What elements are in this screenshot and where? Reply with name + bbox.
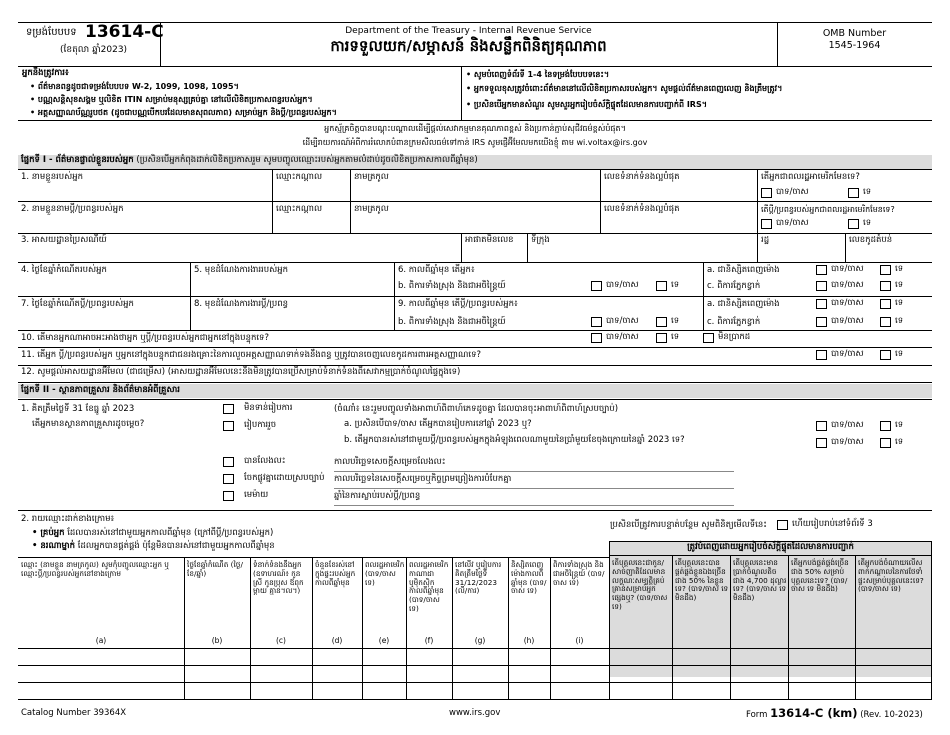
- part1-title: ផ្នែកទី I - ព័ត៌មានផ្ទាល់ខ្លួនរបស់អ្នក (ប្រសិនបើអ្នកកំពុងដាក់លិខិតប្រកាសរួម សូមបញ្ចូលឈ្មោះរបស់អ្នកតាមលំដាប់ដូចលិខិតប្រកាសកាលពីឆ្នាំមុន): [21, 155, 478, 165]
- col-letter: (f): [424, 636, 434, 645]
- household-bullet-1: • គ្រប់អ្នក ដែលបានរស់នៅជាមួយអ្នកកាលពីឆ្នាំមុន (ក្រៅពីប្ដី/ប្រពន្ធរបស់អ្នក): [32, 528, 274, 538]
- lived-with-spouse-yes[interactable]: បាទ/ចាស: [816, 438, 864, 448]
- col-letter: (b): [211, 636, 223, 645]
- col-months-header: ចំនួនខែរស់នៅក្នុងផ្ទះរបស់អ្នកកាលពីឆ្នាំមុន: [315, 560, 356, 587]
- need-item: • បណ្ណសន្តិសុខសង្គម ឬលិខិត ITIN សម្រាប់មនុស្សគ្រប់គ្នា នៅលើលិខិតប្រកាសពន្ធរបស់អ្នក។: [30, 95, 313, 104]
- checkbox[interactable]: [223, 421, 234, 431]
- checkbox[interactable]: [761, 188, 772, 198]
- col-name-header: ឈ្មោះ (នាមខ្លួន នាមត្រកូល) សូមកុំបញ្ចូលឈ្មោះអ្នក ឬឈ្មោះប្ដី/ប្រពន្ធរបស់អ្នកនៅខាងក្រោម: [21, 560, 169, 578]
- checkbox[interactable]: [816, 299, 827, 309]
- irs-url[interactable]: www.irs.gov: [449, 708, 501, 718]
- form-number: 13614-C: [85, 22, 164, 42]
- col-letter: (i): [575, 636, 584, 645]
- spouse-student-label: a. ជានិស្សិតពេញម៉ោង: [707, 299, 780, 309]
- married-2023-question: a. ប្រសិនបើបាទ/ចាស តើអ្នកបានរៀបការនៅឆ្នាំ 2023 ឬ?: [344, 419, 532, 429]
- divorce-date-label: កាលបរិច្ឆេទសេចក្ដីសម្រេចលែងលះ: [334, 457, 446, 467]
- part2-title: ផ្នែកទី II - ស្ថានភាពគ្រួសារ និងព័ត៌មានអំពីគ្រួសារ: [21, 385, 180, 395]
- checkbox[interactable]: [880, 317, 891, 327]
- identity-theft-no[interactable]: ទេ: [880, 350, 903, 360]
- dependent-no[interactable]: ទេ: [656, 333, 679, 343]
- spouse-phone-label: លេខទំនាក់ទំនងល្អបំផុត: [604, 204, 680, 214]
- blind-label: c. ពិការភ្នែកខ្វាក់: [707, 281, 761, 291]
- spouse-student-yes[interactable]: បាទ/ចាស: [816, 299, 864, 309]
- city-label: ទីក្រុង: [531, 235, 550, 245]
- state-label: រដ្ឋ: [761, 235, 770, 245]
- form-title: ការទទួលយក/សម្ភាសន៍ និងសន្លឹកពិនិត្យគុណភាព: [330, 37, 607, 55]
- disabled-no[interactable]: ទេ: [656, 281, 679, 291]
- instruction-item: • អ្នកទទួលខុសត្រូវចំពោះព័ត៌មាននៅលើលិខិតប្រកាសរបស់អ្នក។ សូមផ្តល់ព័ត៌មានពេញលេញ និងត្រឹមត្រូវ។: [466, 84, 783, 93]
- married-option[interactable]: រៀបការរួច: [223, 421, 276, 431]
- spouse-last-year-label: 9. កាលពីឆ្នាំមុន តើប្ដី/ប្រពន្ធរបស់អ្នក៖: [398, 299, 518, 309]
- email-label: 12. សូមផ្តល់អាសយដ្ឋានអ៊ីមែល (ជាជម្រើស) (អាសយដ្ឋានអ៊ីមែលនេះនឹងមិនត្រូវបានប្រើសម្រាប់ទំនាក់ទំនងពីសេវាកម្មប្រាក់ចំណូលផ្ទៃក្នុងទេ): [21, 367, 461, 377]
- spouse-middle-label: ឈ្មោះកណ្ដាល: [276, 204, 323, 214]
- checkbox[interactable]: [848, 219, 859, 229]
- checkbox[interactable]: [816, 281, 827, 291]
- omb-number: 1545-1964: [828, 40, 881, 51]
- instruction-item: • ប្រសិនបើអ្នកមានសំណួរ សូមសួរអ្នករៀបចំស័ក្តិផ្ទុតដែលមានការបញ្ជាក់ពី IRS។: [466, 100, 707, 109]
- spouse-dob-label: 7. ថ្ងៃខែឆ្នាំកំណើតប្ដី/ប្រពន្ធរបស់អ្នក: [21, 299, 134, 309]
- col-letter: (c): [276, 636, 286, 645]
- col-us-citizen-header: ពលរដ្ឋអាមេរិក (បាទ/ចាស ទេ): [365, 560, 405, 587]
- col-home-cost-header: តើអ្នកបង់ចំណាយលើសពាក់កណ្ដាលនៃការថែទាំផ្ទះសម្រាប់បុគ្គលនេះទេ? (បាទ/ចាស ទេ): [858, 558, 924, 594]
- dependent-unsure[interactable]: មិនប្រាកដ: [703, 333, 750, 343]
- married-2023-yes[interactable]: បាទ/ចាស: [816, 421, 864, 431]
- more-lines-label: ប្រសិនបើត្រូវការបន្ទាត់បន្ថែម សូមពិនិត្យមើលទីនេះ: [610, 520, 768, 530]
- divorced-option[interactable]: បានលែងលះ: [223, 457, 286, 467]
- agency: Department of the Treasury - Internal Revenue Service: [345, 26, 592, 36]
- disabled-yes[interactable]: បាទ/ចាស: [591, 281, 639, 291]
- col-letter: (e): [378, 636, 390, 645]
- married-note: (ចំណាំ៖ នេះរួមបញ្ចូលទាំងអាពាហ៍ពិពាហ៍ភេទដូចគ្នា ដែលបានចុះអាពាហ៍ពិពាហ៍ស្របច្បាប់): [334, 404, 619, 414]
- col-qualifying-header: តើបុគ្គលនេះជាកូន/សាច់ញាតិដែលមានលក្ខណៈសម្បត្តិគ្រប់គ្រាន់សម្រាប់អ្នកផ្សេងឬ? (បាទ/ចាស ទេ): [612, 558, 668, 611]
- ethics-line-1: អ្នកស្ម័គ្រចិត្តបានបណ្ដុះបណ្ដាលដើម្បីផ្ដល់សេវាកម្មមានគុណភាពខ្ពស់ និងប្រកាន់ភ្ជាប់សុជីវធម៌ខ្ពស់បំផុត។: [324, 124, 626, 133]
- col-letter: (h): [523, 636, 535, 645]
- last-year-label: 6. កាលពីឆ្នាំមុន តើអ្នក៖: [398, 265, 475, 275]
- lived-with-spouse-no[interactable]: ទេ: [880, 438, 903, 448]
- col-self-support-header: តើបុគ្គលនេះបានផ្គត់ផ្គង់ខ្លួនឯងច្រើនជាង 50% នៃខ្លួនទេ? (បាទ/ចាស ទេ មិនដឹង): [675, 558, 729, 602]
- identity-theft-question: 11. តើអ្នក ប្ដី/ប្រពន្ធរបស់អ្នក ឬអ្នកនៅក្នុងបន្ទុកជាជនរងគ្រោះនៃការលួចអត្តសញ្ញាណទាក់ទងនឹងពន្ធ ឬត្រូវបានចេញលេខកូដការពារអត្តសញ្ញាណទេ?: [21, 350, 482, 360]
- household-list-title: 2. រាយឈ្មោះដាក់ខាងក្រោម៖: [21, 514, 115, 524]
- col-dob-header: ថ្ងៃខែឆ្នាំកំណើត (ថ្ងៃ/ខែ/ឆ្នាំ): [187, 560, 243, 578]
- checkbox[interactable]: [880, 281, 891, 291]
- spouse-blind-label: c. ពិការភ្នែកខ្វាក់: [707, 317, 761, 327]
- col-relationship-header: ទំនាក់ទំនងនឹងអ្នក (ឧទាហរណ៍៖ កូនស្រី កូនប្រុស ឪពុកម្ដាយ គ្មាន។ល។): [253, 560, 304, 596]
- col-letter: (d): [331, 636, 343, 645]
- checkbox[interactable]: [816, 421, 827, 431]
- col-letter: (g): [474, 636, 486, 645]
- checkbox[interactable]: [591, 281, 602, 291]
- dob-label: 4. ថ្ងៃខែឆ្នាំកំណើតរបស់អ្នក: [21, 265, 107, 275]
- disabled-label: b. ពិការទាំងស្រុង និងជាអចិន្ត្រៃយ៍: [398, 281, 506, 291]
- col-income-header: តើបុគ្គលនេះមានប្រាក់ចំណូលតិចជាង 4,700 ដុល្លារទេ? (បាទ/ចាស ទេ មិនដឹង): [733, 558, 787, 602]
- checkbox[interactable]: [223, 457, 234, 467]
- address-label: 3. អាសយដ្ឋានប្រៃសណីយ៍: [21, 235, 107, 245]
- spouse-disabled-no[interactable]: ទេ: [656, 317, 679, 327]
- spouse-citizen-question: តើប្ដី/ប្រពន្ធរបស់អ្នកជាពលរដ្ឋអាមេរិកមែនទេ?: [761, 205, 895, 214]
- col-support-header: តើអ្នកបង់ផ្គត់ផ្គង់ច្រើនជាង 50% សម្រាប់បុគ្គលនេះទេ? (បាទ/ចាស ទេ មិនដឹង): [791, 558, 849, 594]
- spouse-student-no[interactable]: ទេ: [880, 299, 903, 309]
- footer-form: Form 13614-C (km) (Rev. 10-2023): [746, 706, 923, 720]
- never-married-option[interactable]: មិនទាន់រៀបការ: [223, 404, 292, 414]
- form-prefix: ទម្រង់បែបបទ: [26, 27, 77, 38]
- identity-theft-yes[interactable]: បាទ/ចាស: [816, 350, 864, 360]
- dependent-yes[interactable]: បាទ/ចាស: [591, 333, 639, 343]
- col-student-header: និស្សិតពេញម៉ោងកាលពីឆ្នាំមុន (បាទ/ចាស ទេ): [511, 560, 547, 596]
- dependent-question: 10. តើមានអ្នកណាអាចអះអាងថាអ្នក ឬប្ដី/ប្រពន្ធរបស់អ្នកជាអ្នកនៅក្នុងបន្ទុកទេ?: [21, 333, 269, 343]
- need-item: • ព័ត៌មានពន្ធដូចជាទម្រង់បែបបទ W-2, 1099, 1098, 1095។: [30, 82, 239, 91]
- col-resident-header: ពលរដ្ឋអាមេរិក កាណាដា ឬម៉ិកស៊ិក កាលពីឆ្នាំមុន (បាទ/ចាស ទេ): [409, 560, 449, 613]
- omb-label: OMB Number: [822, 28, 887, 39]
- middle-name-label: ឈ្មោះកណ្ដាល: [276, 172, 323, 182]
- spouse-job-label: 8. មុខដំណែងការងារប្ដី/ប្រពន្ធ: [194, 299, 289, 309]
- checkbox[interactable]: [816, 350, 827, 360]
- checkbox[interactable]: [656, 317, 667, 327]
- separation-date-label: កាលបរិច្ឆេទនៃសេចក្តីសម្រេចឬកិច្ចព្រមព្រៀងការបំបែកគ្នា: [334, 474, 512, 484]
- checkbox[interactable]: [880, 438, 891, 448]
- marital-question-1: 1. គិតត្រឹមថ្ងៃទី 31 ខែធ្នូ ឆ្នាំ 2023: [21, 404, 135, 414]
- checkbox[interactable]: [880, 299, 891, 309]
- need-heading: អ្នកនឹងត្រូវការ៖: [22, 68, 69, 78]
- married-2023-no[interactable]: ទេ: [880, 421, 903, 431]
- checkbox[interactable]: [880, 265, 891, 275]
- spouse-blind-yes[interactable]: បាទ/ចាស: [816, 317, 864, 327]
- catalog-number: Catalog Number 39364X: [21, 708, 127, 718]
- need-item: • អត្តសញ្ញាណប័ណ្ណរូបថត (ដូចជាបណ្ណបើកបរដែលមានសុពលភាព) សម្រាប់អ្នក និងប្ដី/ប្រពន្ធរបស់អ្នក។: [30, 108, 337, 117]
- checkbox[interactable]: [880, 421, 891, 431]
- spouse-citizen-yes[interactable]: បាទ/ចាស: [761, 219, 809, 229]
- checkbox[interactable]: [880, 350, 891, 360]
- spouse-blind-no[interactable]: ទេ: [880, 317, 903, 327]
- phone-label: លេខទំនាក់ទំនងល្អបំផុត: [604, 172, 680, 182]
- instruction-item: • សូមបំពេញទំព័រទី 1-4 នៃទម្រង់បែបបទនេះ។: [466, 70, 610, 79]
- spouse-last-label: នាមត្រកូល: [354, 204, 389, 214]
- spouse-name-label: 2. នាមខ្លួននាមប្ដី/ប្រពន្ធរបស់អ្នក: [21, 204, 124, 214]
- separated-option[interactable]: ចែកផ្លូវគ្នាដោយស្របច្បាប់: [223, 474, 324, 484]
- apt-label: អាផាតមិនលេខ: [465, 235, 514, 245]
- last-name-label: នាមត្រកូល: [354, 172, 389, 182]
- zip-label: លេខកូដតំបន់: [849, 235, 893, 245]
- blind-no[interactable]: ទេ: [880, 281, 903, 291]
- checkbox[interactable]: [656, 333, 667, 343]
- blind-yes[interactable]: បាទ/ចាស: [816, 281, 864, 291]
- citizen-no[interactable]: ទេ: [848, 188, 871, 198]
- checkbox[interactable]: [656, 281, 667, 291]
- citizen-yes[interactable]: បាទ/ចាស: [761, 188, 809, 198]
- checkbox[interactable]: [816, 438, 827, 448]
- job-label: 5. មុខដំណែងការងាររបស់អ្នក: [194, 265, 289, 275]
- checkbox[interactable]: [777, 520, 788, 530]
- spouse-citizen-no[interactable]: ទេ: [848, 219, 871, 229]
- col-disabled-header: ពិការទាំងស្រុង និងជាអចិន្ត្រៃយ៍ (បាទ/ចាស ទេ): [553, 560, 605, 587]
- spouse-disabled-label: b. ពិការទាំងស្រុង និងជាអចិន្ត្រៃយ៍: [398, 317, 506, 327]
- certified-banner: ត្រូវបំពេញដោយអ្នករៀបចំស័ក្តិផ្ទុតដែលមានការបញ្ជាក់: [687, 542, 854, 552]
- checkbox[interactable]: [816, 265, 827, 275]
- checkbox[interactable]: [591, 317, 602, 327]
- more-lines-checkbox[interactable]: ហើយរៀបរាប់នៅទំព័រទី 3: [777, 520, 873, 530]
- checkbox[interactable]: [816, 317, 827, 327]
- spouse-disabled-yes[interactable]: បាទ/ចាស: [591, 317, 639, 327]
- checkbox[interactable]: [848, 188, 859, 198]
- col-letter: (a): [95, 636, 107, 645]
- checkbox[interactable]: [223, 474, 234, 484]
- form-date: (ខែតុលា ឆ្នាំ2023): [60, 45, 128, 55]
- ethics-line-2: ដើម្បីរាយការណ៍អំពីការរំលោភបំពានក្រមសីលធម៌ទៅកាន់ IRS សូមផ្ញើអ៊ីមែលមកយើងខ្ញុំ តាម wi.voltax@irs.gov: [302, 138, 648, 147]
- first-name-label: 1. នាមខ្លួនរបស់អ្នក: [21, 172, 84, 182]
- lived-with-spouse-question: b. តើអ្នកបានរស់នៅជាមួយប្ដី/ប្រពន្ធរបស់អ្នកក្នុងអំឡុងពេលណាមួយនៃប្រាំមួយខែចុងក្រោយនៃឆ្នាំ 2023 ទេ?: [344, 435, 685, 445]
- widowed-option[interactable]: មេម៉ាយ: [223, 491, 268, 501]
- col-marital-header: នៅលីវ ឬរៀបការគិតត្រឹមថ្ងៃទី 31/12/2023 (លី/ការ): [455, 560, 502, 596]
- citizen-question: តើអ្នកជាពលរដ្ឋអាមេរិកមែនទេ?: [761, 172, 860, 182]
- checkbox[interactable]: [761, 219, 772, 229]
- checkbox[interactable]: [223, 404, 234, 414]
- checkbox[interactable]: [703, 333, 714, 343]
- student-label: a. ជានិស្សិតពេញម៉ោង: [707, 265, 780, 275]
- checkbox[interactable]: [591, 333, 602, 343]
- student-no[interactable]: ទេ: [880, 265, 903, 275]
- household-bullet-2: • នរណាម្នាក់ ដែលអ្នកបានផ្គត់ផ្គង់ ប៉ុន្តែមិនបានរស់នៅជាមួយអ្នកកាលពីឆ្នាំមុន: [32, 541, 275, 551]
- student-yes[interactable]: បាទ/ចាស: [816, 265, 864, 275]
- checkbox[interactable]: [223, 491, 234, 501]
- marital-question-2: តើអ្នកមានស្ថានភាពគ្រួសារដូចម្ដេច?: [32, 419, 145, 429]
- spouse-death-label: ឆ្នាំនៃការស្លាប់របស់ប្ដី/ប្រពន្ធ: [334, 491, 421, 501]
